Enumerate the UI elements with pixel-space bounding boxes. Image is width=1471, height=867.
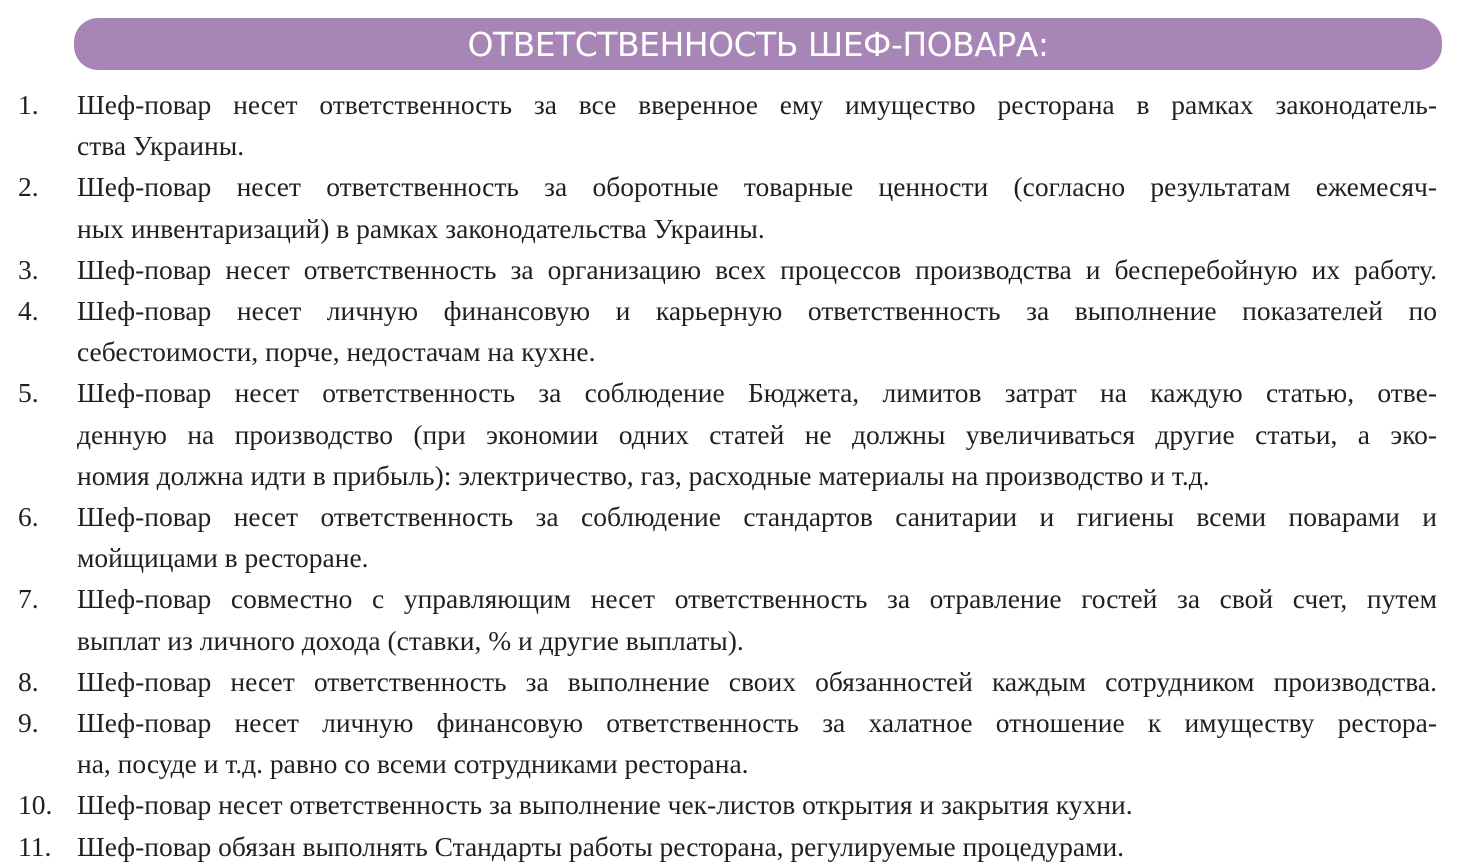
item-number: 3. [18, 253, 39, 285]
item-text-line: Шеф-повар несет ответственность за выполнение чек-листов открытия и закрытия кухни. [77, 789, 1133, 821]
item-number: 7. [18, 583, 39, 615]
item-number: 11. [18, 830, 52, 862]
item-text-line: номия должна идти в прибыль): электричество, газ, расходные материалы на производство и т.д. [77, 459, 1210, 491]
list-item [0, 702, 1471, 784]
item-text-line: мойщицами в ресторане. [77, 542, 369, 574]
list-item [0, 166, 1471, 248]
item-text-line: Шеф-повар несет ответственность за соблюдение стандартов санитарии и гигиены всеми поварами и [77, 501, 1437, 533]
item-number: 2. [18, 171, 39, 203]
item-number: 8. [18, 665, 39, 697]
list-item [0, 290, 1471, 372]
list-item [0, 784, 1471, 825]
item-text-line: Шеф-повар обязан выполнять Стандарты работы ресторана, регулируемые процедурами. [77, 830, 1125, 862]
list-item [0, 661, 1471, 702]
section-title: ОТВЕТСТВЕННОСТЬ ШЕФ-ПОВАРА: [467, 24, 1049, 64]
section-header-bar [74, 18, 1442, 70]
list-item [0, 496, 1471, 578]
item-text-line: Шеф-повар совместно с управляющим несет ответственность за отравление гостей за свой счет, путем [77, 583, 1437, 615]
item-text-line: Шеф-повар несет ответственность за выполнение своих обязанностей каждым сотрудником производства. [77, 665, 1437, 697]
item-text-line: Шеф-повар несет личную финансовую ответственность за халатное отношение к имуществу рестора- [77, 707, 1437, 739]
responsibilities-list [0, 84, 1471, 867]
item-text-line: ства Украины. [77, 130, 245, 162]
item-text-line: денную на производство (при экономии одних статей не должны увеличиваться другие статьи, а эко- [77, 418, 1437, 450]
item-text-line: себестоимости, порче, недостачам на кухне. [77, 336, 596, 368]
item-text-line: на, посуде и т.д. равно со всеми сотрудниками ресторана. [77, 748, 749, 780]
item-text-line: Шеф-повар несет ответственность за все вверенное ему имущество ресторана в рамках законодатель- [77, 89, 1437, 120]
list-item [0, 84, 1471, 166]
item-text-line: Шеф-повар несет ответственность за соблюдение Бюджета, лимитов затрат на каждую статью, отве- [77, 377, 1437, 409]
list-item [0, 372, 1471, 496]
item-number: 9. [18, 707, 39, 739]
item-number: 6. [18, 501, 39, 533]
item-number: 10. [18, 789, 53, 821]
list-item [0, 578, 1471, 660]
item-text-line: ных инвентаризаций) в рамках законодательства Украины. [77, 212, 765, 244]
item-text-line: выплат из личного дохода (ставки, % и другие выплаты). [77, 624, 744, 656]
item-text-line: Шеф-повар несет личную финансовую и карьерную ответственность за выполнение показателей по [77, 295, 1437, 327]
list-item [0, 249, 1471, 290]
item-text-line: Шеф-повар несет ответственность за оборотные товарные ценности (согласно результатам ежемесяч- [77, 171, 1437, 203]
item-text-line: Шеф-повар несет ответственность за организацию всех процессов производства и бесперебойную их работу. [77, 253, 1437, 285]
item-number: 4. [18, 295, 39, 327]
list-item [0, 826, 1471, 867]
item-number: 1. [18, 89, 39, 120]
item-number: 5. [18, 377, 39, 409]
